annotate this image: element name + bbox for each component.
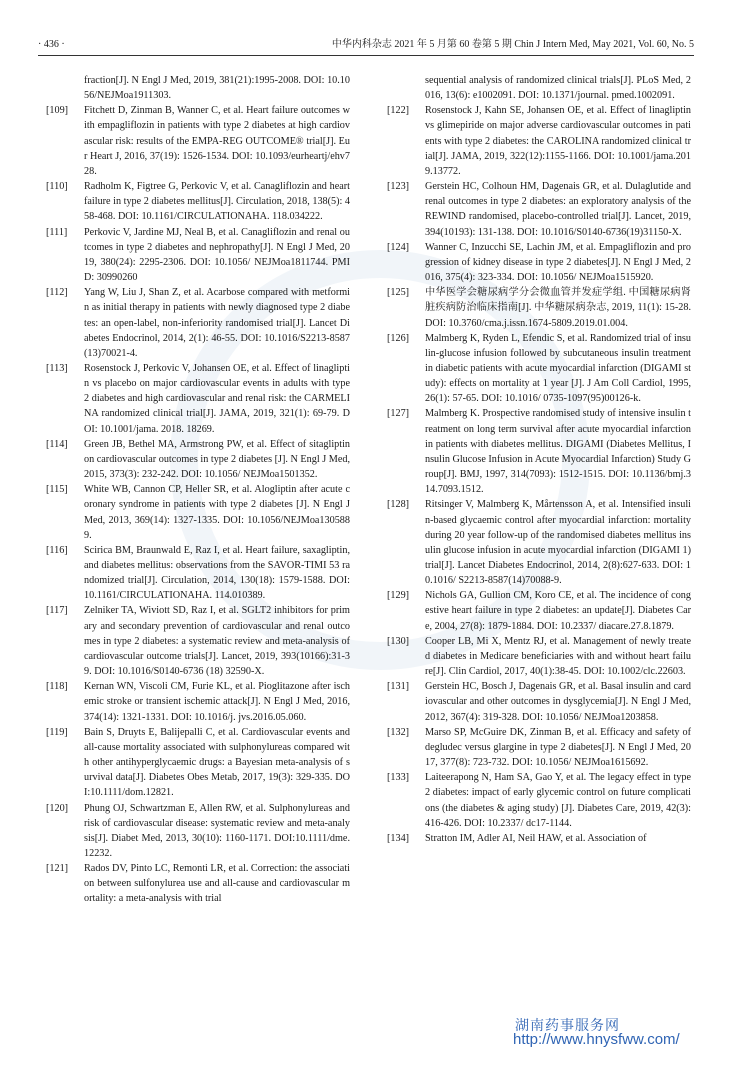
reference-item	[387, 634, 691, 679]
reference-item	[387, 725, 691, 770]
reference-number: [128]	[387, 499, 410, 511]
reference-number: [115]	[46, 484, 68, 496]
reference-number: [131]	[387, 681, 410, 693]
reference-text: Marso SP, McGuire DK, Zinman B, et al. Efficacy and safety of degludec versus glargine in type 2 diabetes[J]. N Engl J Med, 2017, 377(8): 723-732. DOI: 10.1056/ NEJMoa1615692.	[425, 726, 691, 769]
left-reference-column	[46, 73, 350, 907]
reference-number: [134]	[387, 832, 410, 844]
reference-number: [117]	[46, 605, 68, 617]
reference-item	[46, 285, 350, 361]
reference-item	[387, 831, 691, 846]
reference-text: Perkovic V, Jardine MJ, Neal B, et al. Canagliflozin and renal outcomes in type 2 diabetes and nephropathy[J]. N Engl J Med, 2019, 380(24): 2295-2306. DOI: 10.1056/ NEJMoa1811744. PMID: 30990260	[84, 226, 350, 284]
reference-item	[46, 482, 350, 543]
reference-number: [130]	[387, 635, 410, 647]
reference-item	[387, 679, 691, 724]
reference-text: Yang W, Liu J, Shan Z, et al. Acarbose compared with metformin as initial therapy in patients with newly diagnosed type 2 diabetes: an open-label, non-inferiority randomised trial[J]. Lancet Diabetes Endocrinol, 2014, 2(1): 46-55. DOI: 10.1016/S2213-8587(13)70021-4.	[84, 287, 350, 359]
reference-item	[46, 679, 350, 724]
reference-number: [120]	[46, 802, 69, 814]
reference-text: Gerstein HC, Bosch J, Dagenais GR, et al. Basal insulin and cardiovascular and other outcomes in dysglycemia[J]. N Engl J Med, 2012, 367(4): 319-328. DOI: 10.1056/ NEJMoa1203858.	[425, 681, 691, 723]
reference-text: Laiteerapong N, Ham SA, Gao Y, et al. The legacy effect in type 2 diabetes: impact of early glycemic control on future complications (the diabetes & aging study) [J]. Diabetes Care, 2019, 42(3): 416-426. DOI: 10.2337/ dc17-1144.	[425, 772, 691, 829]
watermark-site-name: 湖南药事服务网	[515, 1018, 620, 1034]
reference-number: [112]	[46, 287, 68, 299]
reference-text: Kernan WN, Viscoli CM, Furie KL, et al. Pioglitazone after ischemic stroke or transient ischemic attack[J]. N Engl J Med, 2016, 374(14): 1321-1331. DOI: 10.1016/j. jvs.2016.05.060.	[84, 681, 350, 723]
reference-item	[46, 103, 350, 179]
reference-text: Rosenstock J, Kahn SE, Johansen OE, et al. Effect of linagliptin vs glimepiride on major adverse cardiovascular outcomes in patients with type 2 diabetes: the CAROLINA randomized clinical trial[J]. JAMA, 2019, 322(12):1155-1166. DOI: 10.1001/jama.2019.13772.	[425, 105, 691, 177]
reference-text: Malmberg K, Ryden L, Efendic S, et al. Randomized trial of insulin-glucose infusion followed by subcutaneous insulin treatment in diabetic patients with acute myocardial infarction (DIGAMI study): effects on mortality at 1 year [J]. J Am Coll Cardiol, 1995, 26(1): 57-65. DOI: 10.1016/ 0735-1097(95)00126-k.	[425, 332, 691, 405]
reference-item	[387, 770, 691, 831]
reference-text: Malmberg K. Prospective randomised study of intensive insulin treatment on long term survival after acute myocardial infarction in patients with diabetes mellitus. DIGAMI (Diabetes Mellitus, Insulin Glucose Infusion in Acute Myocardial Infarction) Study Group[J]. BMJ, 1997, 314(7093): 1512-1515. DOI: 10.1136/bmj.314.7093.1512.	[425, 408, 691, 496]
reference-text: Green JB, Bethel MA, Armstrong PW, et al. Effect of sitagliptin on cardiovascular outcomes in type 2 diabetes [J]. N Engl J Med, 2015, 373(3): 232-242. DOI: 10.1056/ NEJMoa1501352.	[84, 438, 350, 481]
reference-text: Stratton IM, Adler AI, Neil HAW, et al. Association of	[425, 832, 647, 844]
reference-text: Nichols GA, Gullion CM, Koro CE, et al. The incidence of congestive heart failure in type 2 diabetes: an update[J]. Diabetes Care, 2004, 27(8): 1879-1884. DOI: 10.2337/ diacare.27.8.1879.	[425, 590, 691, 632]
watermark-site-url[interactable]: http://www.hnysfww.com/	[513, 1031, 680, 1048]
reference-continuation: sequential analysis of randomized clinical trials[J]. PLoS Med, 2016, 13(6): e1002091. DOI: 10.1371/journal. pmed.1002091.	[425, 75, 691, 102]
page-number: · 436 ·	[38, 39, 65, 50]
reference-text: Radholm K, Figtree G, Perkovic V, et al. Canagliflozin and heart failure in type 2 diabetes mellitus[J]. Circulation, 2018, 138(5): 458-468. DOI: 10.1161/CIRCULATIONAHA. 118.034222.	[84, 181, 350, 223]
reference-item	[387, 406, 691, 497]
reference-item	[46, 725, 350, 801]
reference-text: 中华医学会糖尿病学分会微血管并发症学组. 中国糖尿病肾脏疾病防治临床指南[J]. 中华糖尿病杂志, 2019, 11(1): 15-28. DOI: 10.3760/cma.j.issn.1674-5809.2019.01.004.	[425, 287, 691, 329]
reference-item	[46, 543, 350, 604]
reference-text: Cooper LB, Mi X, Mentz RJ, et al. Management of newly treated diabetes in Medicare beneficiaries with and without heart failure[J]. Clin Cardiol, 2017, 40(1):38-45. DOI: 10.1002/clc.22603.	[425, 635, 691, 678]
reference-text: Zelniker TA, Wiviott SD, Raz I, et al. SGLT2 inhibitors for primary and secondary prevention of cardiovascular and renal outcomes in type 2 diabetes: a systematic review and meta-analysis of cardiovascular outcome trials[J]. Lancet, 2019, 393(10166):31-39. DOI: 10.1016/S0140-6736 (18) 32590-X.	[84, 605, 350, 678]
reference-number: [116]	[46, 544, 68, 556]
reference-number: [121]	[46, 863, 69, 875]
reference-item	[387, 588, 691, 633]
reference-text: Phung OJ, Schwartzman E, Allen RW, et al. Sulphonylureas and risk of cardiovascular disease: systematic review and meta-analysis[J]. Diabet Med, 2013, 30(10): 1160-1171. DOI:10.1111/dme.12232.	[84, 802, 350, 859]
right-reference-column	[387, 73, 691, 846]
reference-text: Fitchett D, Zinman B, Wanner C, et al. Heart failure outcomes with empagliflozin in patients with type 2 diabetes at high cardiovascular risk: results of the EMPA-REG OUTCOME® trial[J]. Eur Heart J, 2016, 37(19): 1526-1534. DOI: 10.1093/eurheartj/ehv728.	[84, 105, 350, 177]
reference-number: [126]	[387, 332, 410, 344]
reference-number: [114]	[46, 438, 68, 450]
reference-number: [110]	[46, 181, 68, 193]
reference-number: [124]	[387, 241, 410, 253]
header-rule	[38, 55, 694, 56]
reference-item	[46, 179, 350, 224]
reference-item	[387, 497, 691, 588]
reference-number: [111]	[46, 226, 68, 238]
reference-number: [123]	[387, 181, 410, 193]
reference-item	[387, 285, 691, 330]
reference-item	[387, 179, 691, 240]
reference-number: [133]	[387, 772, 410, 784]
reference-item	[46, 801, 350, 862]
reference-item	[46, 861, 350, 906]
reference-text: Rados DV, Pinto LC, Remonti LR, et al. Correction: the association between sulfonylurea use and all-cause and cardiovascular mortality: a meta-analysis with trial	[84, 863, 350, 905]
reference-text: Ritsinger V, Malmberg K, Mårtensson A, et al. Intensified insulin-based glycaemic control after myocardial infarction: mortality during 20 year follow-up of the randomised diabetes mellitus insulin glucose infusion in acute myocardial infarction (DIGAMI 1) trial[J]. Lancet Diabetes Endocrinol, 2014, 2(8):627-633. DOI: 10.1016/ S2213-8587(14)70088-9.	[425, 499, 691, 587]
reference-number: [109]	[46, 105, 69, 117]
running-header	[38, 38, 694, 54]
reference-text: Scirica BM, Braunwald E, Raz I, et al. Heart failure, saxagliptin, and diabetes mellitus: observations from the SAVOR-TIMI 53 randomized trial[J]. Circulation, 2014, 130(18): 1579-1588. DOI: 10.1161/CIRCULATIONAHA. 114.010389.	[84, 544, 350, 602]
reference-number: [127]	[387, 408, 410, 420]
reference-item	[46, 603, 350, 679]
reference-number: [122]	[387, 105, 410, 117]
reference-item	[387, 103, 691, 179]
reference-text: Bain S, Druyts E, Balijepalli C, et al. Cardiovascular events and all-cause mortality associated with sulphonylureas compared with other antihyperglycaemic drugs: a Bayesian meta-analysis of survival data[J]. Diabetes Obes Metab, 2017, 19(3): 329-335. DOI:10.1111/dom.12821.	[84, 726, 350, 799]
reference-text: Gerstein HC, Colhoun HM, Dagenais GR, et al. Dulaglutide and renal outcomes in type 2 diabetes: an exploratory analysis of the REWIND randomised, placebo-controlled trial[J]. Lancet, 2019, 394(10193): 131-138. DOI: 10.1016/S0140-6736(19)31150-X.	[425, 181, 691, 238]
reference-item	[46, 437, 350, 482]
reference-number: [125]	[387, 287, 410, 299]
reference-number: [132]	[387, 726, 410, 738]
reference-item	[46, 361, 350, 437]
reference-number: [113]	[46, 362, 68, 374]
reference-number: [119]	[46, 726, 68, 738]
reference-text: Wanner C, Inzucchi SE, Lachin JM, et al. Empagliflozin and progression of kidney disease in type 2 diabetes[J]. N Engl J Med, 2016, 375(4): 323-334. DOI: 10.1056/ NEJMoa1515920.	[425, 241, 691, 284]
reference-continuation: fraction[J]. N Engl J Med, 2019, 381(21):1995-2008. DOI: 10.1056/NEJMoa1911303.	[84, 75, 350, 102]
reference-number: [118]	[46, 681, 68, 693]
reference-item	[387, 240, 691, 285]
reference-item	[387, 331, 691, 407]
reference-text: White WB, Cannon CP, Heller SR, et al. Alogliptin after acute coronary syndrome in patients with type 2 diabetes [J]. N Engl J Med, 2013, 369(14): 1327-1335. DOI: 10.1056/NEJMoa1305889.	[84, 484, 350, 541]
reference-text: Rosenstock J, Perkovic V, Johansen OE, et al. Effect of linagliptin vs placebo on major cardiovascular events in adults with type 2 diabetes and high cardiovascular and renal risk: the CARMELINA randomized clinical trial[J]. JAMA, 2019, 321(1): 69-79. DOI: 10.1001/jama. 2018. 18269.	[84, 362, 350, 435]
reference-item	[46, 225, 350, 286]
reference-number: [129]	[387, 590, 410, 602]
journal-citation-line: 中华内科杂志 2021 年 5 月第 60 卷第 5 期 Chin J Intern Med, May 2021, Vol. 60, No. 5	[331, 39, 694, 50]
